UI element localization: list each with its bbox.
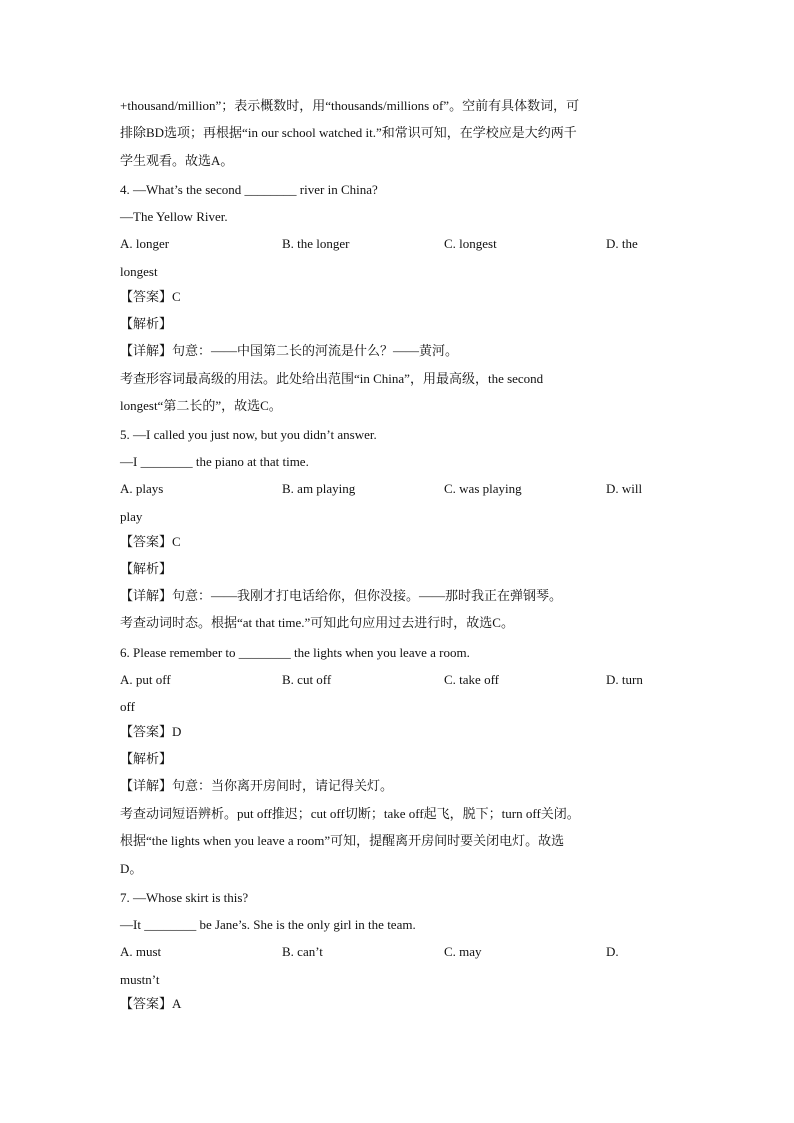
q5-detail: 【详解】句意：——我刚才打电话给你，但你没接。——那时我正在弹钢琴。 (120, 588, 563, 603)
q5-option-b: B. am playing (282, 481, 356, 496)
q5-option-d: D. will (606, 481, 643, 496)
q4-explanation-1: 考查形容词最高级的用法。此处给出范围“in China”，用最高级，the second (120, 371, 544, 386)
q4-analysis-heading: 【解析】 (120, 316, 173, 331)
q4-explanation-2: longest“第二长的”，故选C。 (120, 398, 282, 413)
q4-option-wrap: longest (120, 264, 158, 279)
prev-explanation-line-1: +thousand/million”；表示概数时，用“thousands/millions of”。空前有具体数词，可 (120, 98, 580, 113)
q4-option-c: C. longest (444, 236, 497, 251)
q5-reply: —I ________ the piano at that time. (120, 454, 309, 469)
q7-option-d: D. (606, 944, 619, 959)
q5-option-c: C. was playing (444, 481, 522, 496)
q5-explanation-1: 考查动词时态。根据“at that time.”可知此句应用过去进行时，故选C。 (120, 615, 514, 630)
q6-analysis-heading: 【解析】 (120, 751, 173, 766)
q5-option-a: A. plays (120, 481, 164, 496)
q7-reply: —It ________ be Jane’s. She is the only girl in the team. (120, 917, 416, 932)
q7-option-a: A. must (120, 944, 162, 959)
q6-options (120, 672, 680, 688)
q6-detail: 【详解】句意：当你离开房间时，请记得关灯。 (120, 778, 394, 793)
q4-option-a: A. longer (120, 236, 170, 251)
q5-stem: 5. —I called you just now, but you didn’t answer. (120, 427, 377, 442)
q4-detail: 【详解】句意：——中国第二长的河流是什么？——黄河。 (120, 343, 459, 358)
q6-explanation-1: 考查动词短语辨析。put off推迟；cut off切断；take off起飞，脱下；turn off关闭。 (120, 806, 580, 821)
q7-stem: 7. —Whose skirt is this? (120, 890, 249, 905)
q7-answer: 【答案】A (120, 996, 182, 1011)
prev-explanation-line-2: 排除BD选项；再根据“in our school watched it.”和常识可知，在学校应是大约两千 (120, 125, 577, 140)
q6-option-wrap: off (120, 699, 135, 714)
q4-stem: 4. —What’s the second ________ river in China? (120, 182, 378, 197)
q7-option-b: B. can’t (282, 944, 323, 959)
q6-answer: 【答案】D (120, 724, 182, 739)
prev-explanation-line-3: 学生观看。故选A。 (120, 153, 234, 168)
q6-option-a: A. put off (120, 672, 171, 687)
q6-option-d: D. turn (606, 672, 643, 687)
q4-answer: 【答案】C (120, 289, 181, 304)
q5-analysis-heading: 【解析】 (120, 561, 173, 576)
q6-explanation-2: 根据“the lights when you leave a room”可知，提醒离开房间时要关闭电灯。故选 (120, 833, 565, 848)
q7-option-c: C. may (444, 944, 482, 959)
q6-explanation-3: D。 (120, 861, 143, 876)
q4-option-b: B. the longer (282, 236, 350, 251)
q4-option-d: D. the (606, 236, 638, 251)
q5-options (120, 481, 680, 497)
q7-option-wrap: mustn’t (120, 972, 160, 987)
q5-option-wrap: play (120, 509, 143, 524)
q7-options (120, 944, 680, 960)
q5-answer: 【答案】C (120, 534, 181, 549)
q4-options (120, 236, 680, 252)
q6-stem: 6. Please remember to ________ the lights when you leave a room. (120, 645, 470, 660)
q6-option-b: B. cut off (282, 672, 332, 687)
q6-option-c: C. take off (444, 672, 499, 687)
q4-reply: —The Yellow River. (120, 209, 228, 224)
